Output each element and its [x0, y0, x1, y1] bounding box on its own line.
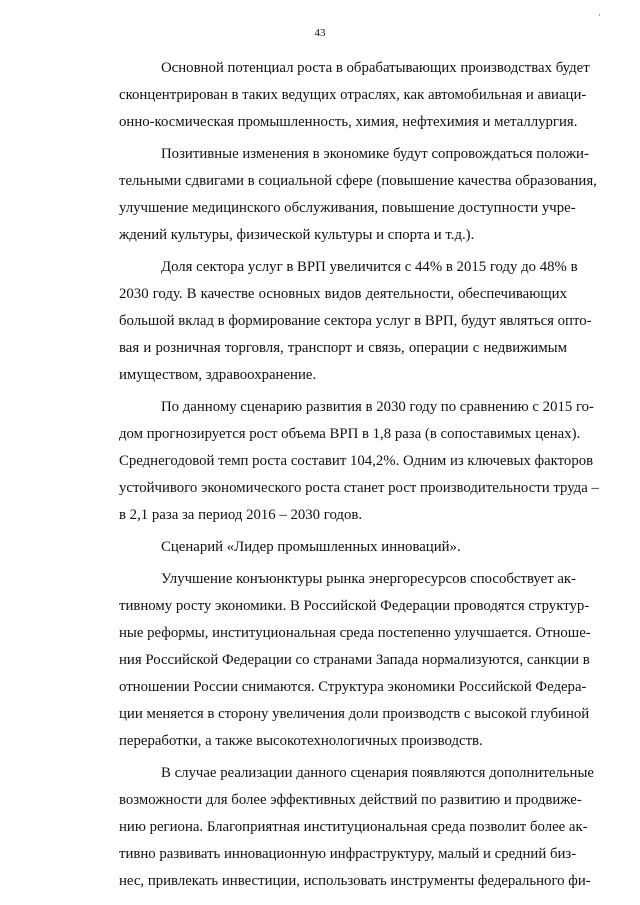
paragraph-scenario-opportunities	[77, 760, 594, 895]
text-line: возможности для более эффективных действий по развитию и продвиже-	[119, 792, 582, 808]
body-text	[77, 55, 599, 895]
text-line: тивно развивать инновационную инфраструктуру, малый и средний биз-	[119, 846, 577, 862]
text-line: 2030 году. В качестве основных видов деятельности, обеспечивающих	[119, 286, 567, 302]
paragraph-grp-forecast	[77, 394, 599, 529]
text-line: По данному сценарию развития в 2030 году по сравнению с 2015 го-	[161, 399, 594, 415]
text-line: тельными сдвигами в социальной сфере (повышение качества образования,	[119, 173, 597, 189]
text-line: отношении России снимаются. Структура экономики Российской Федера-	[119, 679, 587, 695]
text-line: большой вклад в формирование сектора услуг в ВРП, будут являться опто-	[119, 313, 592, 329]
text-line: ждений культуры, физической культуры и спорта и т.д.).	[119, 227, 475, 243]
text-line: имуществом, здравоохранение.	[119, 367, 317, 383]
text-line: нес, привлекать инвестиции, использовать инструменты федерального фи-	[119, 873, 591, 889]
text-line: ции меняется в сторону увеличения доли производств с высокой глубиной	[119, 706, 590, 722]
text-line: в 2,1 раза за период 2016 – 2030 годов.	[119, 507, 363, 523]
text-line: сконцентрирован в таких ведущих отраслях, как автомобильная и авиаци-	[119, 87, 587, 103]
text-line: переработки, а также высокотехнологичных производств.	[119, 733, 483, 749]
text-line: нию региона. Благоприятная институциональная среда позволит более ак-	[119, 819, 588, 835]
text-line: Позитивные изменения в экономике будут сопровождаться положи-	[161, 146, 589, 162]
text-line: Основной потенциал роста в обрабатывающих производствах будет	[161, 60, 590, 76]
paragraph-energy-market	[77, 566, 591, 755]
text-line: ные реформы, институциональная среда постепенно улучшается. Отноше-	[119, 625, 591, 641]
text-line: Доля сектора услуг в ВРП увеличится с 44% в 2015 году до 48% в	[161, 259, 578, 275]
text-line: тивному росту экономики. В Российской Федерации проводятся структур-	[119, 598, 590, 614]
scenario-heading: Сценарий «Лидер промышленных инноваций».	[161, 539, 461, 555]
paragraph-services-share	[77, 254, 592, 389]
text-line: В случае реализации данного сценария появляются дополнительные	[161, 765, 594, 781]
text-line: дом прогнозируется рост объема ВРП в 1,8 раза (в сопоставимых ценах).	[119, 426, 581, 442]
text-line: онно-космическая промышленность, химия, нефтехимия и металлургия.	[119, 114, 578, 130]
text-line: Улучшение конъюнктуры рынка энергоресурсов способствует ак-	[161, 571, 577, 587]
page-number: 43	[314, 27, 326, 39]
text-line: устойчивого экономического роста станет рост производительности труда –	[119, 480, 599, 496]
paragraph-social-sphere	[77, 141, 597, 249]
paragraph-manufacturing-growth	[77, 55, 590, 136]
text-line: вая и розничная торговля, транспорт и связь, операции с недвижимым	[119, 340, 567, 356]
text-line: Среднегодовой темп роста составит 104,2%. Одним из ключевых факторов	[119, 453, 594, 469]
paragraph-scenario-heading	[77, 534, 567, 561]
text-line: улучшение медицинского обслуживания, повышение доступности учре-	[119, 200, 576, 216]
text-line: ния Российской Федерации со странами Запада нормализуются, санкции в	[119, 652, 590, 668]
corner-mark: ·	[598, 10, 601, 20]
